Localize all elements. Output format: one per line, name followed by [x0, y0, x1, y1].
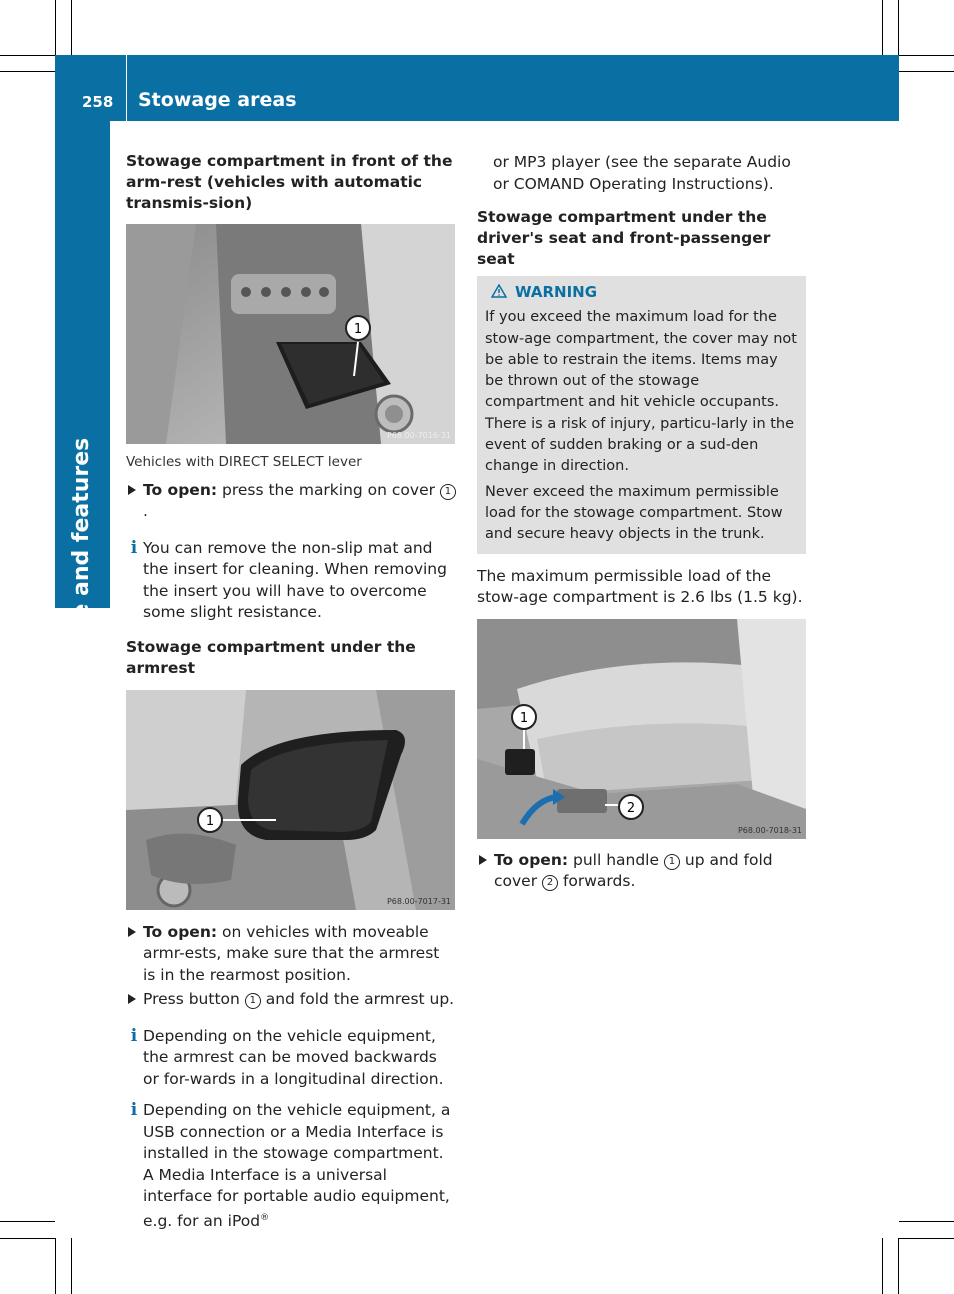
section-title: Stowage areas [138, 89, 297, 111]
max-load-text: The maximum permissible load of the stow-age compartment is 2.6 lbs (1.5 kg). [477, 566, 803, 607]
image-caption: Vehicles with DIRECT SELECT lever [126, 454, 362, 470]
step-label: To open: [494, 850, 569, 869]
crop-mark [898, 0, 899, 55]
info-note [126, 1026, 456, 1091]
crop-mark [899, 1238, 954, 1239]
warning-header [491, 282, 798, 303]
instruction-step [126, 922, 456, 987]
bullet-arrow-icon [479, 855, 487, 865]
warning-box [477, 276, 806, 554]
image-code: P68.00-7017-31 [386, 896, 451, 906]
step-text: on vehicles with moveable armr-ests, make sure that the armrest is in the rearmost position. [143, 922, 440, 984]
instruction-step [126, 989, 456, 1011]
step-text-end: . [143, 502, 148, 520]
bullet-arrow-icon [128, 994, 136, 1004]
callout-label: 1 [353, 322, 363, 337]
info-icon: i [130, 1025, 138, 1046]
step-text: Press button [143, 990, 245, 1008]
step-label: To open: [143, 480, 218, 499]
instruction-step [477, 850, 807, 893]
image-code: P68.00-7018-31 [737, 825, 802, 835]
step-text: up and fold cover [494, 850, 773, 891]
step-text-end: forwards. [558, 872, 636, 891]
info-text: Depending on the vehicle equipment, the armrest can be moved backwards or for-wards in a longitudinal direction. [143, 1026, 444, 1088]
callout-label: 2 [626, 800, 636, 816]
heading-seat-stowage: Stowage compartment under the driver's seat and front-passenger seat [477, 208, 771, 268]
crop-mark [898, 1238, 899, 1294]
info-icon: i [130, 537, 138, 558]
continued-text: or MP3 player (see the separate Audio or COMAND Operating Instructions). [493, 153, 791, 193]
instruction-step [126, 480, 456, 523]
heading-armrest-front: Stowage compartment in front of the arm-rest (vehicles with automatic transmis-sion) [126, 152, 453, 212]
step-text: press the marking on cover [217, 480, 440, 499]
crop-mark [899, 71, 954, 72]
left-column [126, 151, 456, 1232]
callout-1-icon: 1 [440, 484, 456, 500]
crop-mark [0, 1221, 55, 1222]
crop-mark [71, 1238, 72, 1294]
crop-mark [0, 55, 55, 56]
crop-mark [55, 1238, 56, 1294]
side-tab-label: Stowage and features [69, 437, 94, 711]
page-number: 258 [82, 93, 114, 111]
callout-label: 1 [205, 813, 215, 829]
warning-text: Never exceed the maximum permissible load for the stowage compartment. Stow and secure heavy objects in the trunk. [485, 483, 783, 543]
console-illustration [126, 224, 455, 444]
console-photo [126, 224, 455, 444]
armrest-illustration [126, 690, 455, 910]
seat-illustration [477, 619, 806, 839]
crop-mark [899, 55, 954, 56]
info-note [126, 1100, 456, 1232]
header-divider [126, 55, 127, 121]
warning-triangle-icon [491, 284, 507, 298]
warning-text: If you exceed the maximum load for the stow-age compartment, the cover may not be able to restrain the items. Items may be thrown out of the stowage compartment and hit vehicle occupants. There is a risk of injury, particu-larly in the event of sudden braking or a sud-den change in direction. [485, 309, 797, 475]
info-text: Depending on the vehicle equipment, a USB connection or a Media Interface is installed in the stowage compartment. A Media Interface is a universal interface for portable audio equipment, e.g. for an iPod [143, 1101, 451, 1230]
armrest-photo [126, 690, 455, 910]
crop-mark [55, 0, 56, 55]
page-header [55, 55, 899, 121]
callout-1-icon: 1 [245, 993, 261, 1009]
registered-mark: ® [260, 1212, 270, 1223]
step-text-end: and fold the armrest up. [260, 990, 455, 1008]
callout-1-icon: 1 [664, 854, 680, 870]
step-text: pull handle [568, 850, 664, 869]
crop-mark [899, 1221, 954, 1222]
crop-mark [882, 0, 883, 55]
warning-title: WARNING [515, 283, 598, 301]
side-tab [55, 121, 110, 711]
heading-armrest-under: Stowage compartment under the armrest [126, 637, 416, 677]
bullet-arrow-icon [128, 485, 136, 495]
info-icon: i [130, 1100, 138, 1120]
bullet-arrow-icon [128, 927, 136, 937]
callout-2-icon: 2 [542, 875, 558, 891]
crop-mark [0, 71, 55, 72]
right-column [477, 152, 807, 893]
step-label: To open: [143, 922, 218, 941]
seat-photo [477, 619, 806, 839]
crop-mark [0, 1238, 55, 1239]
image-code: P68.00-7016-31 [386, 431, 451, 440]
info-note [126, 538, 456, 624]
crop-mark [882, 1238, 883, 1294]
callout-label: 1 [519, 710, 529, 726]
crop-mark [71, 0, 72, 55]
info-text: You can remove the non-slip mat and the insert for cleaning. When removing the insert you will have to overcome some slight resistance. [143, 538, 447, 621]
